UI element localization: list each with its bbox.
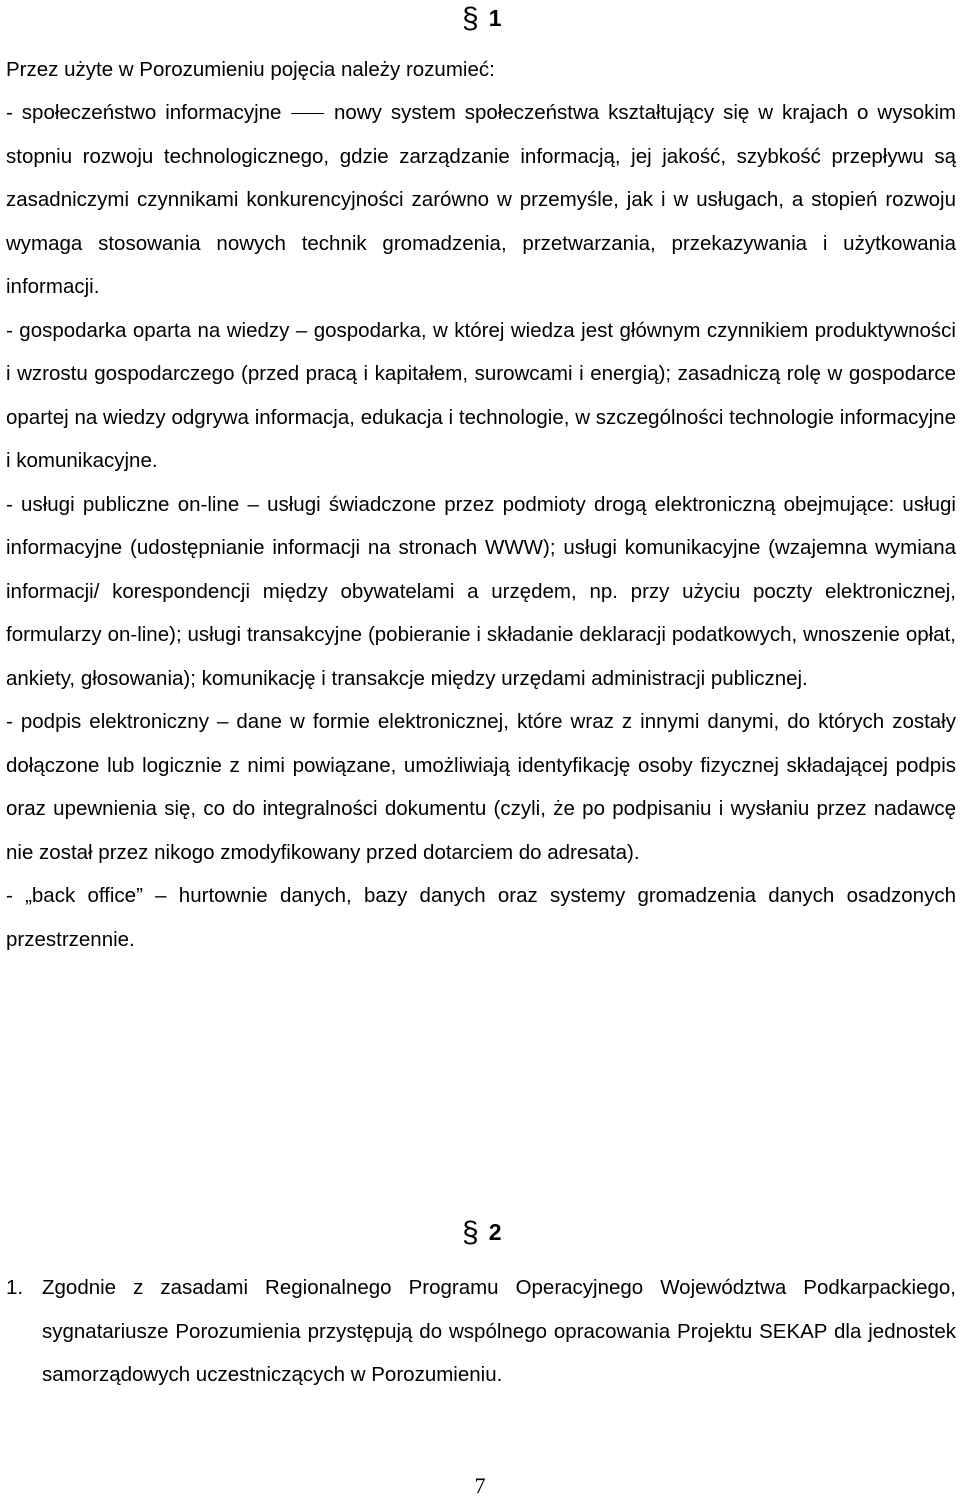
definition-knowledge-economy: - gospodarka oparta na wiedzy – gospodarka, w której wiedza jest głównym czynnikiem produktywności i wzrostu gospodarczego (przed pracą i kapitałem, surowcami i energią); zasadniczą rolę w gospodarce opartej na wiedzy odgrywa informacja, edukacja i technologie, w szczególności technologie informacyjne i komunikacyjne. bbox=[6, 318, 956, 472]
section-1-body bbox=[6, 48, 956, 961]
section-heading-1 bbox=[462, 4, 501, 34]
section-number: 1 bbox=[488, 5, 502, 31]
section-1-intro: Przez użyte w Porozumieniu pojęcia należy rozumieć: bbox=[6, 58, 495, 81]
section-symbol: § bbox=[462, 1216, 479, 1249]
point-number: 1. bbox=[6, 1276, 24, 1299]
section-symbol: § bbox=[462, 2, 479, 35]
definition-online-public-services: - usługi publiczne on-line – usługi świadczone przez podmioty drogą elektroniczną obejmujące: usługi informacyjne (udostępnianie informacji na stronach WWW); usługi komunikacyjne (wzajemna wymiana informacji/ korespondencji między obywatelami a urzędem, np. przy użyciu poczty elektronicznej, formularzy on-line); usługi transakcyjne (pobieranie i składanie deklaracji podatkowych, wnoszenie opłat, ankiety, głosowania); komunikację i transakcje między urzędami administracji publicznej. bbox=[6, 492, 956, 690]
numbered-point bbox=[6, 1266, 956, 1397]
section-heading-2 bbox=[462, 1218, 501, 1248]
section-number: 2 bbox=[488, 1219, 502, 1245]
definition-information-society: - społeczeństwo informacyjne ⸺ nowy system społeczeństwa kształtujący się w krajach o wysokim stopniu rozwoju technologicznego, gdzie zarządzanie informacją, jej jakość, szybkość przepływu są zasadniczymi czynnikami konkurencyjności zarówno w przemyśle, jak i w usługach, a stopień rozwoju wymaga stosowania nowych technik gromadzenia, przetwarzania, przekazywania i użytkowania informacji. bbox=[6, 101, 956, 298]
section-2-body bbox=[6, 1266, 956, 1397]
point-text: Zgodnie z zasadami Regionalnego Programu Operacyjnego Województwa Podkarpackiego, sygnatariusze Porozumienia przystępują do wspólnego opracowania Projektu SEKAP dla jednostek samorządowych uczestniczących w Porozumieniu. bbox=[42, 1276, 956, 1386]
definition-electronic-signature: - podpis elektroniczny – dane w formie elektronicznej, które wraz z innymi danymi, do których zostały dołączone lub logicznie z nimi powiązane, umożliwiają identyfikację osoby fizycznej składającej podpis oraz upewnienia się, co do integralności dokumentu (czyli, że po podpisaniu i wysłaniu przez nadawcę nie został przez nikogo zmodyfikowany przed dotarciem do adresata). bbox=[6, 710, 956, 864]
definition-back-office: - „back office” – hurtownie danych, bazy danych oraz systemy gromadzenia danych osadzonych przestrzennie. bbox=[6, 884, 956, 951]
page-number: 7 bbox=[474, 1473, 486, 1498]
